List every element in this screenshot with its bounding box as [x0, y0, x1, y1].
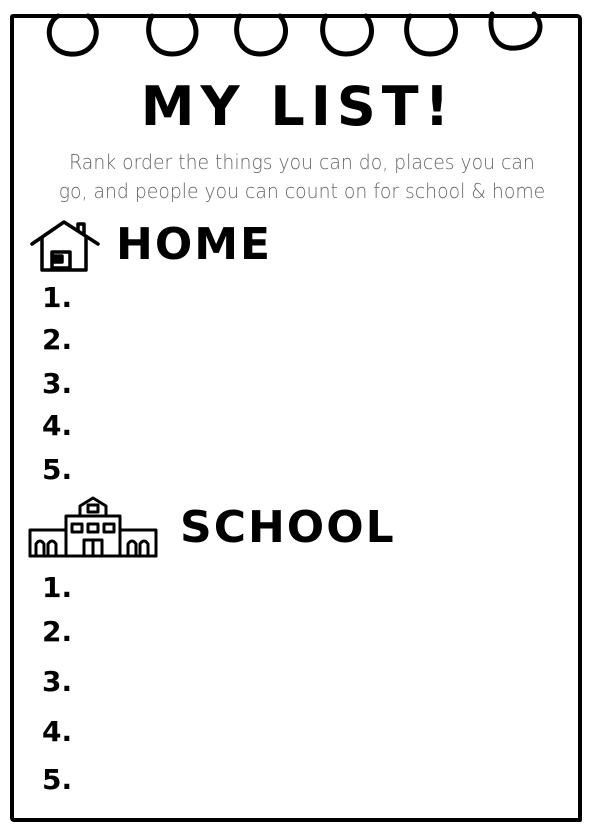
school-item-5-number: 5.: [42, 763, 73, 796]
instructions-line-2: go, and people you can count on for school & home: [58, 179, 546, 203]
spiral-binding: [0, 0, 596, 70]
school-section-header: [28, 496, 396, 558]
school-building-icon: [28, 496, 158, 558]
home-section-header: [28, 216, 272, 272]
school-item-4-number: 4.: [42, 715, 73, 748]
home-item-4-number: 4.: [42, 409, 73, 442]
school-item-3-number: 3.: [42, 665, 73, 698]
instructions: [18, 148, 586, 206]
home-section-title: HOME: [116, 218, 273, 270]
school-item-1-number: 1.: [42, 571, 73, 604]
school-section-title: SCHOOL: [180, 501, 396, 553]
home-item-3-number: 3.: [42, 367, 73, 400]
home-item-5-number: 5.: [42, 453, 73, 486]
house-icon: [28, 216, 102, 272]
page-title: MY LIST!: [140, 75, 456, 138]
instructions-line-1: Rank order the things you can do, places you can: [69, 150, 535, 174]
home-item-1-number: 1.: [42, 281, 73, 314]
home-item-2-number: 2.: [42, 323, 73, 356]
school-item-2-number: 2.: [42, 615, 73, 648]
